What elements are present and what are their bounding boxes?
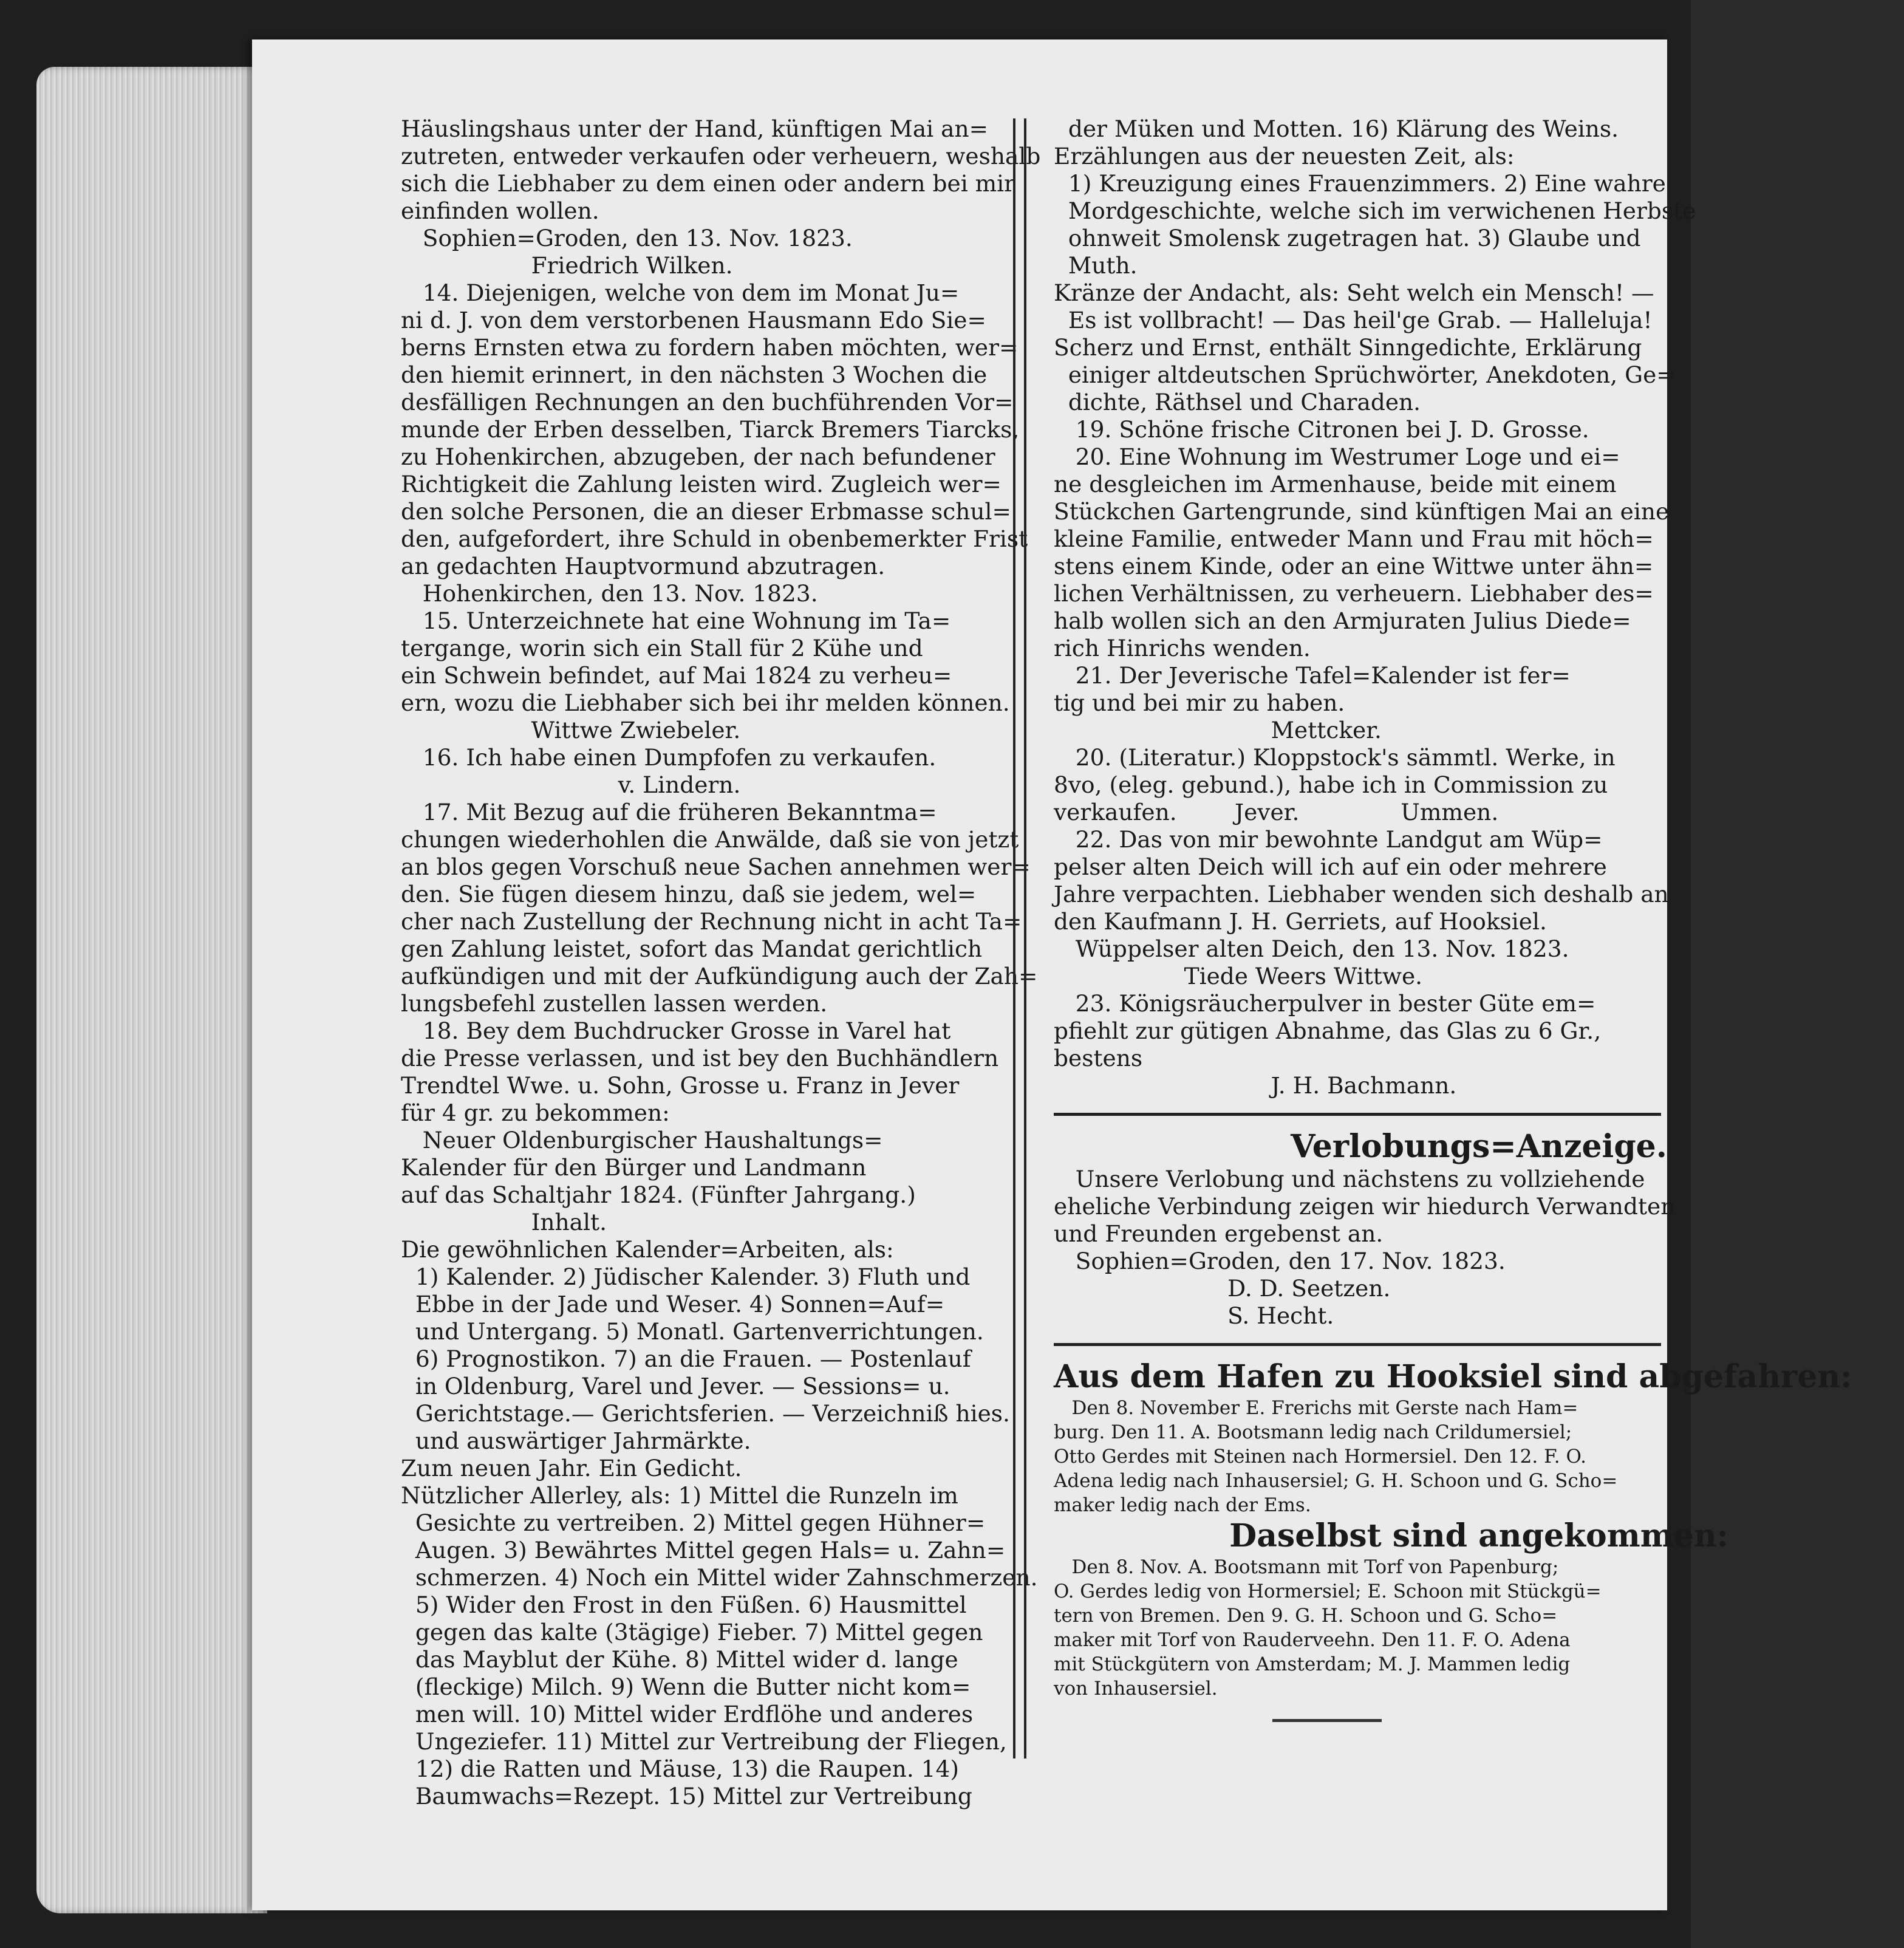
text-line: und Freunden ergebenst an. xyxy=(1054,1220,1384,1247)
text-line: schmerzen. 4) Noch ein Mittel wider Zahnschmerzen. xyxy=(401,1564,1038,1591)
text-line: ne desgleichen im Armenhause, beide mit einem xyxy=(1054,471,1617,497)
text-line: den Kaufmann J. H. Gerriets, auf Hooksiel. xyxy=(1054,908,1547,935)
text-line: 23. Königsräucherpulver in bester Güte em= xyxy=(1054,990,1596,1017)
text-line: tig und bei mir zu haben. xyxy=(1054,689,1345,716)
text-line: Wüppelser alten Deich, den 13. Nov. 1823. xyxy=(1054,935,1569,962)
text-line: an blos gegen Vorschuß neue Sachen annehmen wer= xyxy=(401,853,1031,880)
text-line: Baumwachs=Rezept. 15) Mittel zur Vertreibung xyxy=(401,1783,972,1810)
text-line: ohnweit Smolensk zugetragen hat. 3) Glaube und xyxy=(1054,225,1641,251)
text-line: Erzählungen aus der neuesten Zeit, als: xyxy=(1054,143,1515,169)
text-line: auf das Schaltjahr 1824. (Fünfter Jahrgang.) xyxy=(401,1181,916,1208)
text-line: burg. Den 11. A. Bootsmann ledig nach Crildumersiel; xyxy=(1054,1421,1572,1443)
text-line: Ebbe in der Jade und Weser. 4) Sonnen=Auf= xyxy=(401,1291,945,1317)
text-line: Hohenkirchen, den 13. Nov. 1823. xyxy=(401,580,818,607)
text-line: und auswärtiger Jahrmärkte. xyxy=(401,1427,751,1454)
text-line: lichen Verhältnissen, zu verheuern. Liebhaber des= xyxy=(1054,580,1654,607)
text-line: Muth. xyxy=(1054,252,1138,279)
text-line: 1) Kalender. 2) Jüdischer Kalender. 3) Fluth und xyxy=(401,1263,971,1290)
engagement-text xyxy=(1054,1166,1904,1330)
text-line: Mettcker. xyxy=(1054,717,1382,743)
text-line: Den 8. Nov. A. Bootsmann mit Torf von Papenburg; xyxy=(1054,1556,1559,1578)
text-line: Es ist vollbracht! — Das heil'ge Grab. — Halleluja! xyxy=(1054,307,1653,333)
text-line: den hiemit erinnert, in den nächsten 3 Wochen die xyxy=(401,361,988,388)
text-line: Unsere Verlobung und nächstens zu vollziehende xyxy=(1054,1166,1645,1192)
text-line: men will. 10) Mittel wider Erdflöhe und anderes xyxy=(401,1701,974,1728)
text-line: Friedrich Wilken. xyxy=(401,252,733,279)
text-line: Zum neuen Jahr. Ein Gedicht. xyxy=(401,1455,742,1482)
text-line: 21. Der Jeverische Tafel=Kalender ist fer= xyxy=(1054,662,1571,689)
text-line: und Untergang. 5) Monatl. Gartenverrichtungen. xyxy=(401,1318,984,1345)
section-rule xyxy=(1054,1113,1661,1116)
text-line: pelser alten Deich will ich auf ein oder mehrere xyxy=(1054,853,1607,880)
departures-heading: Aus dem Hafen zu Hooksiel sind abgefahren: xyxy=(1054,1358,1852,1395)
text-line: chungen wiederhohlen die Anwälde, daß sie von jetzt xyxy=(401,826,1019,853)
text-line: aufkündigen und mit der Aufkündigung auch der Zah= xyxy=(401,963,1038,989)
text-line: den. Sie fügen diesem hinzu, daß sie jedem, wel= xyxy=(401,881,977,907)
text-line: lungsbefehl zustellen lassen werden. xyxy=(401,990,828,1017)
text-line: verkaufen. Jever. Ummen. xyxy=(1054,799,1499,825)
text-line: das Mayblut der Kühe. 8) Mittel wider d. lange xyxy=(401,1646,958,1673)
text-line: 17. Mit Bezug auf die früheren Bekanntma= xyxy=(401,799,937,825)
text-line: berns Ernsten etwa zu fordern haben möchten, wer= xyxy=(401,334,1019,361)
text-line: einfinden wollen. xyxy=(401,197,599,224)
text-line: an gedachten Hauptvormund abzutragen. xyxy=(401,553,885,579)
text-line: 22. Das von mir bewohnte Landgut am Wüp= xyxy=(1054,826,1603,853)
text-line: Jahre verpachten. Liebhaber wenden sich deshalb an xyxy=(1054,881,1669,907)
text-line: für 4 gr. zu bekommen: xyxy=(401,1099,670,1126)
right-column xyxy=(1054,115,1904,1722)
text-line: maker mit Torf von Rauderveehn. Den 11. F. O. Adena xyxy=(1054,1629,1571,1651)
text-line: kleine Familie, entweder Mann und Frau mit höch= xyxy=(1054,525,1654,552)
text-line: 14. Diejenigen, welche von dem im Monat Ju= xyxy=(401,279,960,306)
text-line: Tiede Weers Wittwe. xyxy=(1054,963,1423,989)
text-line: cher nach Zustellung der Rechnung nicht in acht Ta= xyxy=(401,908,1022,935)
text-line: 8vo, (eleg. gebund.), habe ich in Commission zu xyxy=(1054,771,1608,798)
text-line: in Oldenburg, Varel und Jever. — Sessions= u. xyxy=(401,1373,950,1399)
text-line: Sophien=Groden, den 13. Nov. 1823. xyxy=(401,225,853,251)
text-line: 20. (Literatur.) Kloppstock's sämmtl. Werke, in xyxy=(1054,744,1616,771)
text-line: O. Gerdes ledig von Hormersiel; E. Schoon mit Stückgü= xyxy=(1054,1581,1602,1602)
text-line: mit Stückgütern von Amsterdam; M. J. Mammen ledig xyxy=(1054,1653,1571,1675)
text-line: Nützlicher Allerley, als: 1) Mittel die Runzeln im xyxy=(401,1482,958,1509)
text-line: eheliche Verbindung zeigen wir hiedurch Verwandten xyxy=(1054,1193,1676,1220)
text-line: S. Hecht. xyxy=(1054,1302,1334,1329)
text-line: halb wollen sich an den Armjuraten Julius Diede= xyxy=(1054,607,1631,634)
text-line: von Inhausersiel. xyxy=(1054,1678,1218,1700)
text-line: Häuslingshaus unter der Hand, künftigen Mai an= xyxy=(401,115,989,142)
text-line: Inhalt. xyxy=(401,1209,607,1235)
text-line: den, aufgefordert, ihre Schuld in obenbemerkter Frist xyxy=(401,525,1028,552)
text-line: 6) Prognostikon. 7) an die Frauen. — Postenlauf xyxy=(401,1345,971,1372)
text-line: Otto Gerdes mit Steinen nach Hormersiel. Den 12. F. O. xyxy=(1054,1446,1586,1468)
text-line: 20. Eine Wohnung im Westrumer Loge und ei= xyxy=(1054,443,1620,470)
text-line: 5) Wider den Frost in den Füßen. 6) Hausmittel xyxy=(401,1591,967,1618)
section-rule xyxy=(1054,1343,1661,1346)
newspaper-page xyxy=(252,39,1852,1910)
text-line: der Müken und Motten. 16) Klärung des Weins. xyxy=(1054,115,1619,142)
text-line: 19. Schöne frische Citronen bei J. D. Grosse. xyxy=(1054,416,1589,443)
text-line: 12) die Ratten und Mäuse, 13) die Raupen. 14) xyxy=(401,1755,960,1782)
text-line: Den 8. November E. Frerichs mit Gerste nach Ham= xyxy=(1054,1397,1578,1419)
text-line: Mordgeschichte, welche sich im verwichenen Herbste xyxy=(1054,197,1696,224)
text-line: desfälligen Rechnungen an den buchführenden Vor= xyxy=(401,389,1014,415)
text-line: Neuer Oldenburgischer Haushaltungs= xyxy=(401,1127,883,1153)
text-line: pfiehlt zur gütigen Abnahme, das Glas zu 6 Gr., xyxy=(1054,1017,1602,1044)
text-line: (fleckige) Milch. 9) Wenn die Butter nicht kom= xyxy=(401,1673,971,1700)
text-line: Wittwe Zwiebeler. xyxy=(401,717,741,743)
book-page-edges xyxy=(36,67,267,1913)
text-line: bestens xyxy=(1054,1045,1143,1071)
engagement-heading: Verlobungs=Anzeige. xyxy=(1291,1128,1667,1165)
text-line: Richtigkeit die Zahlung leisten wird. Zugleich wer= xyxy=(401,471,1001,497)
text-line: ni d. J. von dem verstorbenen Hausmann Edo Sie= xyxy=(401,307,986,333)
text-line: rich Hinrichs wenden. xyxy=(1054,635,1311,661)
text-line: D. D. Seetzen. xyxy=(1054,1275,1391,1302)
text-line: 15. Unterzeichnete hat eine Wohnung im Ta= xyxy=(401,607,951,634)
departures-text xyxy=(1054,1396,1904,1517)
text-line: stens einem Kinde, oder an eine Wittwe unter ähn= xyxy=(1054,553,1654,579)
text-line: gegen das kalte (3tägige) Fieber. 7) Mittel gegen xyxy=(401,1619,983,1646)
text-line: Sophien=Groden, den 17. Nov. 1823. xyxy=(1054,1248,1506,1274)
text-line: Trendtel Wwe. u. Sohn, Grosse u. Franz in Jever xyxy=(401,1072,960,1099)
text-line: Kalender für den Bürger und Landmann xyxy=(401,1154,867,1181)
text-line: Gesichte zu vertreiben. 2) Mittel gegen Hühner= xyxy=(401,1509,986,1536)
right-column-notices xyxy=(1054,115,1904,1099)
text-line: v. Lindern. xyxy=(401,771,741,798)
text-line: 18. Bey dem Buchdrucker Grosse in Varel hat xyxy=(401,1017,951,1044)
text-line: ein Schwein befindet, auf Mai 1824 zu verheu= xyxy=(401,662,952,689)
arrivals-heading: Daselbst sind angekommen: xyxy=(1229,1517,1728,1554)
column-divider xyxy=(1013,118,1026,1758)
closing-rule xyxy=(1272,1719,1382,1722)
text-line: Stückchen Gartengrunde, sind künftigen Mai an eine xyxy=(1054,498,1670,525)
text-line: 16. Ich habe einen Dumpfofen zu verkaufen. xyxy=(401,744,937,771)
text-line: Augen. 3) Bewährtes Mittel gegen Hals= u. Zahn= xyxy=(401,1537,1006,1564)
text-line: tern von Bremen. Den 9. G. H. Schoon und G. Scho= xyxy=(1054,1605,1558,1627)
text-line: zu Hohenkirchen, abzugeben, der nach befundener xyxy=(401,443,995,470)
text-line: die Presse verlassen, und ist bey den Buchhändlern xyxy=(401,1045,999,1071)
text-line: einiger altdeutschen Sprüchwörter, Anekdoten, Ge= xyxy=(1054,361,1676,388)
arrivals-text xyxy=(1054,1555,1904,1701)
text-line: Ungeziefer. 11) Mittel zur Vertreibung der Fliegen, xyxy=(401,1728,1007,1755)
text-line: den solche Personen, die an dieser Erbmasse schul= xyxy=(401,498,1011,525)
text-line: Die gewöhnlichen Kalender=Arbeiten, als: xyxy=(401,1236,894,1263)
text-line: Gerichtstage.— Gerichtsferien. — Verzeichniß hies. xyxy=(401,1400,1010,1427)
text-line: munde der Erben desselben, Tiarck Bremers Tiarcks, xyxy=(401,416,1020,443)
text-line: J. H. Bachmann. xyxy=(1054,1072,1457,1099)
text-line: ern, wozu die Liebhaber sich bei ihr melden können. xyxy=(401,689,1010,716)
text-line: Kränze der Andacht, als: Seht welch ein Mensch! — xyxy=(1054,279,1654,306)
text-line: dichte, Räthsel und Charaden. xyxy=(1054,389,1421,415)
text-line: tergange, worin sich ein Stall für 2 Kühe und xyxy=(401,635,923,661)
text-line: sich die Liebhaber zu dem einen oder andern bei mir xyxy=(401,170,1015,197)
text-line: maker ledig nach der Ems. xyxy=(1054,1494,1311,1516)
text-line: Adena ledig nach Inhausersiel; G. H. Schoon und G. Scho= xyxy=(1054,1470,1618,1492)
text-line: zutreten, entweder verkaufen oder verheuern, weshalb xyxy=(401,143,1041,169)
text-line: 1) Kreuzigung eines Frauenzimmers. 2) Eine wahre xyxy=(1054,170,1666,197)
text-line: gen Zahlung leistet, sofort das Mandat gerichtlich xyxy=(401,935,983,962)
text-line: Scherz und Ernst, enthält Sinngedichte, Erklärung xyxy=(1054,334,1642,361)
